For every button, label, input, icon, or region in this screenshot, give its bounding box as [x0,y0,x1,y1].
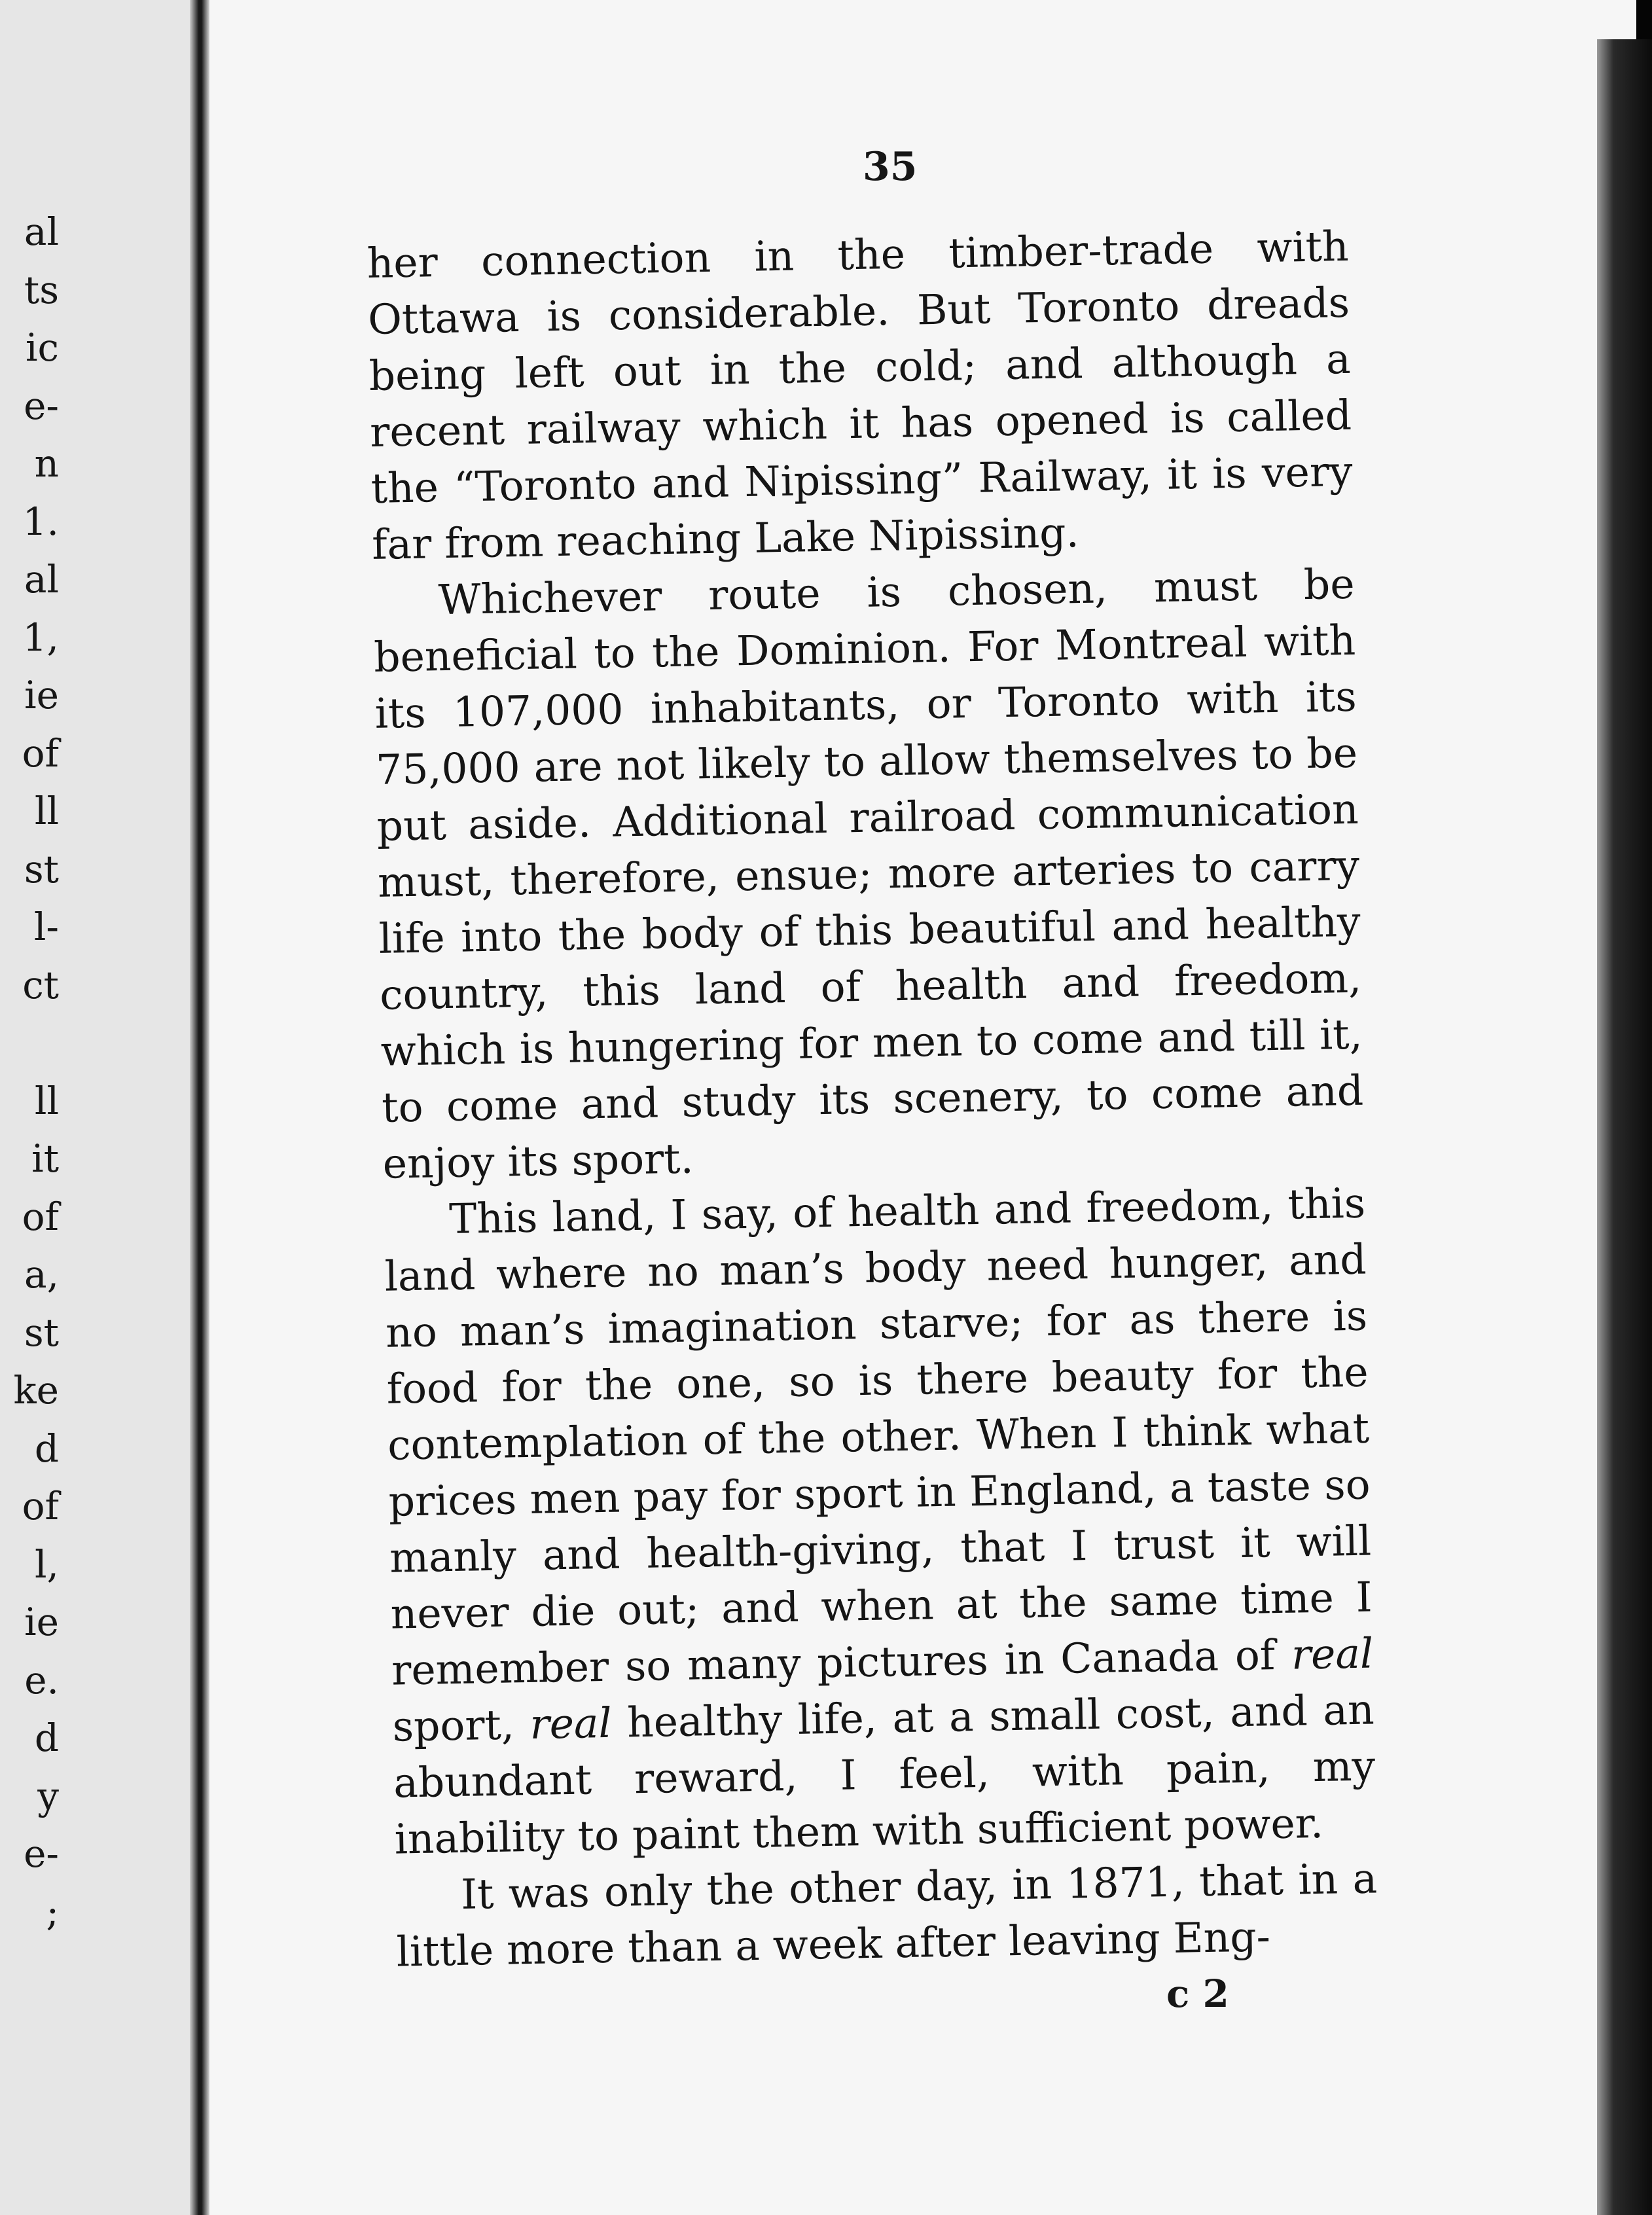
text-run: This land, I say, of health and freedom, this land where no man’s body need hunger, and no man’s imagination starve; for as there is food for the one, so is there beauty for the contemplation of the other. When I think what prices men pay for sport in England, a taste so manly and health-giving, that I trust it will never die out; and when at the same time I remember so many pictures in Canada of [384,1179,1373,1695]
facing-page-fragment: ie [24,673,59,717]
facing-page-fragment [0,1014,59,1072]
facing-page-fragment: e. [24,1657,59,1702]
book-gutter [190,0,209,2215]
facing-page-fragment: ie [24,1600,59,1644]
facing-page-fragment: d [34,1426,59,1471]
facing-page-fragment: a, [24,1252,59,1297]
facing-page-edge [0,0,204,2215]
page-number: 35 [863,144,918,190]
italic-text: real [1291,1629,1374,1679]
text-run: It was only the other day, in 1871, that in a little more than a week after leaving Eng- [396,1854,1378,1976]
facing-page-fragment: of [22,1194,59,1239]
facing-page-fragment: it [31,1136,59,1181]
facing-page-fragment: ct [22,962,59,1007]
facing-page-fragment: e- [24,383,59,428]
facing-page-fragment: al [24,557,59,602]
facing-page-fragment: ll [34,789,59,833]
paragraph [395,1850,1379,1980]
body-text [367,219,1378,1981]
facing-page-fragment: of [22,730,59,776]
facing-page-fragment: n [34,441,59,486]
facing-page-fragment: d [34,1716,59,1760]
signature-mark: c 2 [1166,1972,1229,2016]
text-run: sport, [392,1700,531,1751]
facing-page-fragment: al [24,209,59,254]
paragraph [372,556,1365,1193]
text-run: healthy life, at a small cost, and an abundant reward, I feel, with pain, my inability to paint them with sufficient power. [393,1685,1376,1864]
facing-page-fragment: ke [13,1368,59,1413]
facing-page-fragment: l- [33,905,59,949]
facing-page-fragment: e- [24,1831,59,1876]
italic-text: real [529,1699,613,1748]
text-run: Whichever route is chosen, must be beneficial to the Dominion. For Montreal with its 107,000 inhabitants, or Toronto with its 75,000 are not likely to allow themselves to be put aside. Additional railroad communication must, therefore, ensue; more arteries to carry life into the body of this beautiful and healthy country, this land of health and freedom, which is hungering for men to come and till it, to come and study its scenery, to come and enjoy its sport. [373,560,1364,1188]
facing-page-fragment: ll [34,1078,59,1123]
text-run: her connection in the timber-trade with Ottawa is considerable. But Toronto dreads being left out in the cold; and although a recent railway which it has opened is called the “Toronto and Nipissing” Railway, it is very far from reaching Lake Nipissing. [367,222,1354,569]
facing-page-text-fragments [0,203,59,1941]
page-edge-shadow [1597,39,1652,2215]
facing-page-fragment: of [22,1484,59,1528]
facing-page-fragment: l, [35,1541,59,1587]
facing-page-fragment: st [24,846,59,891]
paragraph [384,1176,1377,1868]
facing-page-fragment: y [37,1773,59,1818]
facing-page-fragment: ts [24,267,59,312]
facing-page-fragment: 1. [22,499,59,544]
facing-page-fragment: st [24,1310,59,1355]
facing-page-fragment: ic [25,325,59,370]
paragraph [367,219,1354,573]
facing-page-fragment: ; [46,1889,59,1934]
facing-page-fragment: 1, [22,615,59,660]
